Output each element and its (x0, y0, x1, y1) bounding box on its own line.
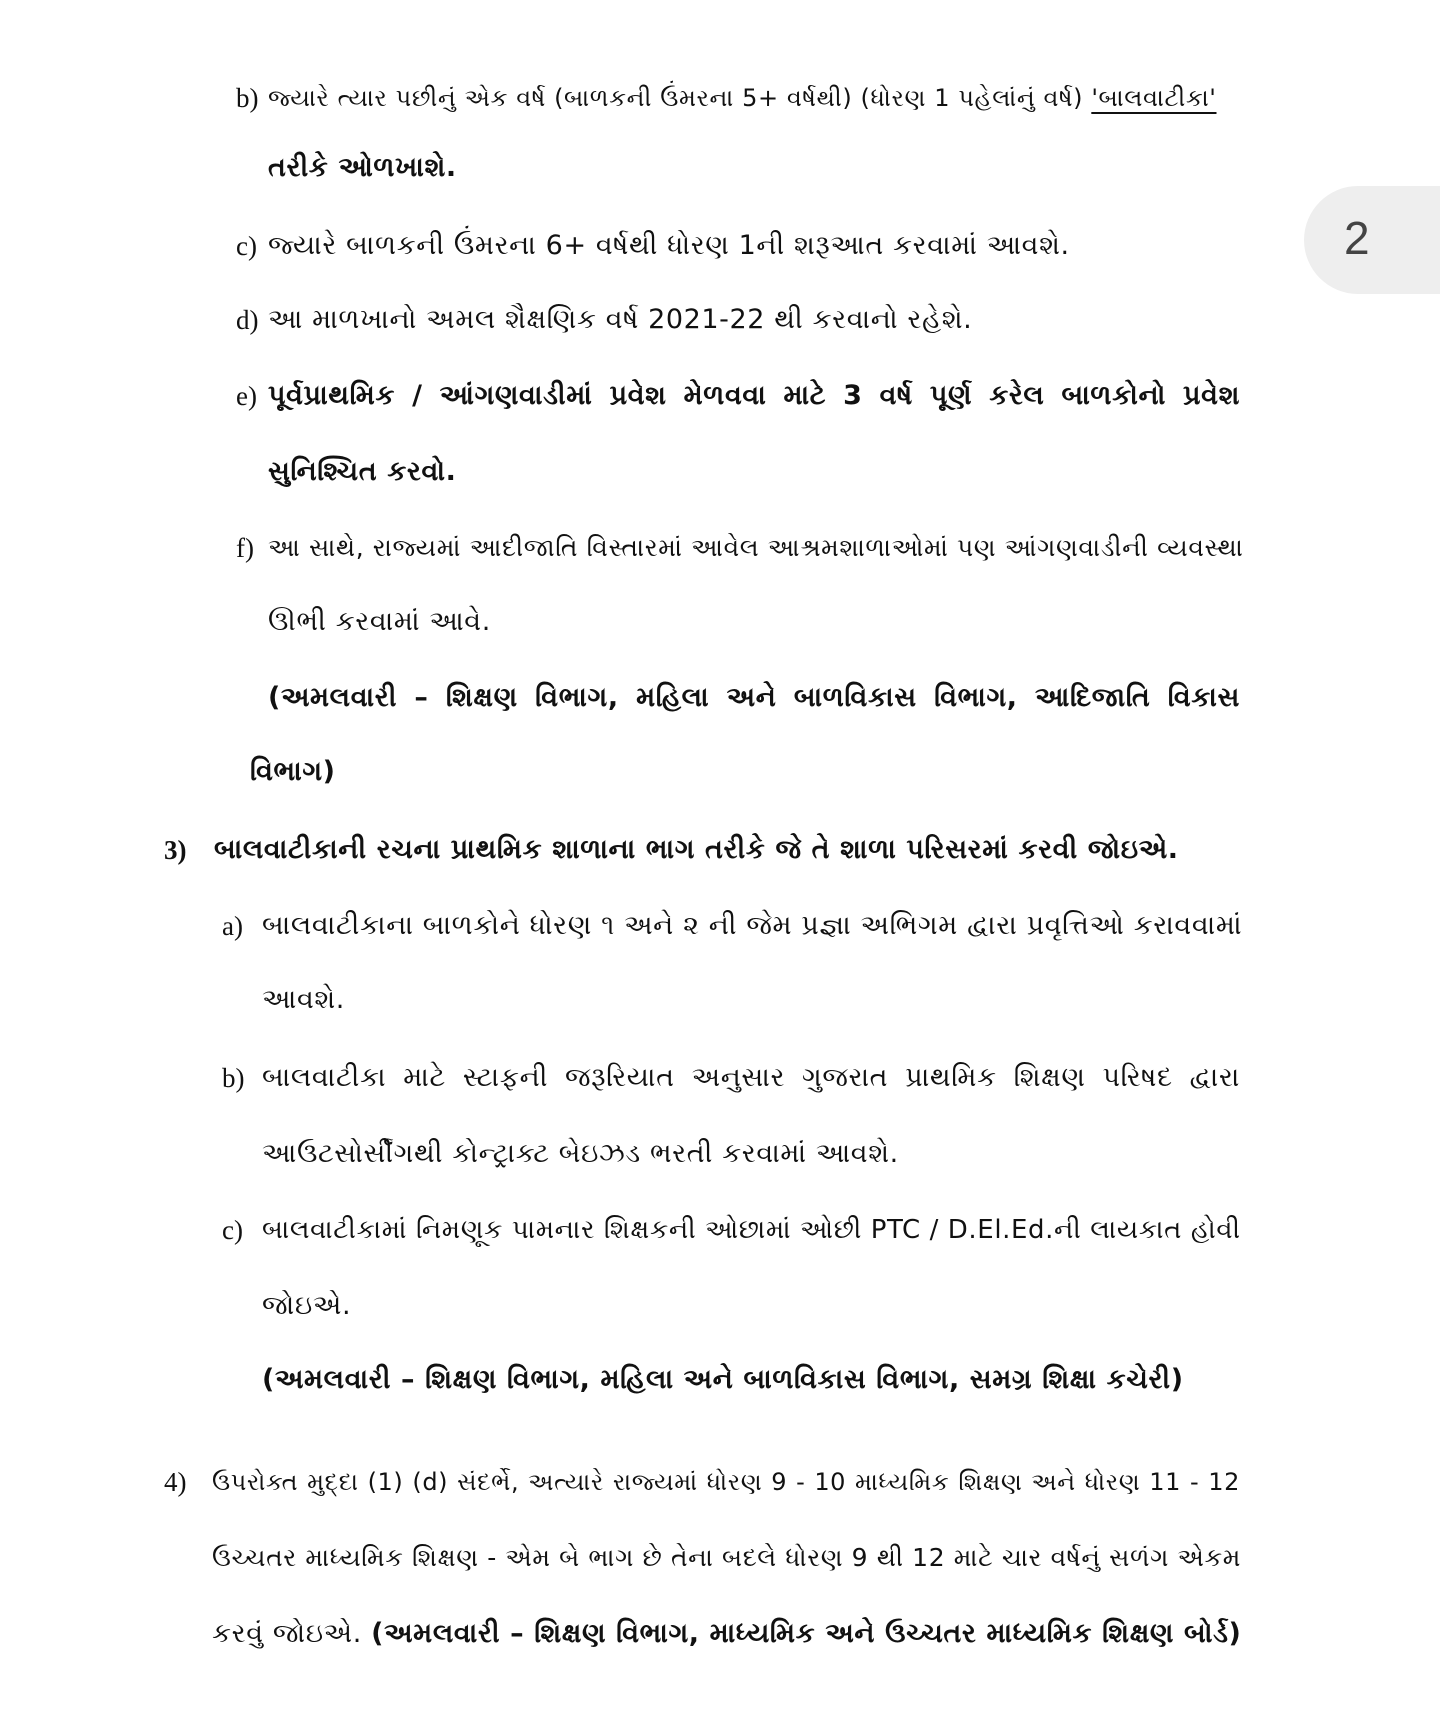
item-c-marker: c) (236, 231, 257, 261)
item-f-line-2: ઊભી કરવામાં આવે. (268, 606, 491, 637)
item-e-marker: e) (236, 381, 257, 411)
item-e-line-1: પૂર્વપ્રાથમિક / આંગણવાડીમાં પ્રવેશ મેળવવા માટે 3 વર્ષ પૂર્ણ કરેલ બાળકોનો પ્રવેશ (268, 380, 1240, 411)
item-c-line-1: જ્યારે બાળકની ઉંમરના 6+ વર્ષથી ધોરણ 1ની શરૂઆત કરવામાં આવશે. (268, 230, 1070, 261)
item-f-line-1: આ સાથે, રાજ્યમાં આદીજાતિ વિસ્તારમાં આવેલ આશ્રમશાળાઓમાં પણ આંગણવાડીની વ્યવસ્થા (268, 533, 1244, 562)
point-3c-line-2: જોઇએ. (262, 1290, 352, 1321)
item-d-marker: d) (236, 305, 259, 335)
implementation-note-4: (અમલવારી – શિક્ષણ વિભાગ, માધ્યમિક અને ઉચ્ચતર માધ્યમિક શિક્ષણ બોર્ડ) (371, 1618, 1242, 1649)
point-4-line-2: ઉચ્ચતર માધ્યમિક શિક્ષણ - એમ બે ભાગ છે તેના બદલે ધોરણ 9 થી 12 માટે ચાર વર્ષનું સળંગ એકમ (212, 1543, 1241, 1572)
item-d-line-1: આ માળખાનો અમલ શૈક્ષણિક વર્ષ 2021-22 થી કરવાનો રહેશે. (268, 304, 973, 335)
implementation-note-3: (અમલવારી – શિક્ષણ વિભાગ, મહિલા અને બાળવિકાસ વિભાગ, સમગ્ર શિક્ષા કચેરી) (262, 1364, 1184, 1395)
item-b-marker: b) (236, 83, 259, 113)
balvatika-term: 'બાલવાટીકા' (1091, 84, 1217, 112)
point-3b-line-2: આઉટસોર્સીંગથી કોન્ટ્રાક્ટ બેઇઝડ ભરતી કરવામાં આવશે. (262, 1138, 899, 1169)
point-4-marker: 4) (164, 1467, 187, 1497)
point-4-line-3-text: કરવું જોઇએ. (212, 1618, 362, 1649)
page-number: 2 (1344, 212, 1370, 264)
point-3b-marker: b) (222, 1063, 245, 1093)
item-b-line-1 (268, 78, 1240, 118)
item-b-text: જ્યારે ત્યાર પછીનું એક વર્ષ (બાળકની ઉંમરના 5+ વર્ષથી) (ધોરણ 1 પહેલાંનું વર્ષ) (268, 84, 1084, 112)
point-3a-line-1: બાલવાટીકાના બાળકોને ધોરણ ૧ અને ૨ ની જેમ પ્રજ્ઞા અભિગમ દ્વારા પ્રવૃત્તિઓ કરાવવામાં (262, 910, 1243, 941)
point-3c-line-1: બાલવાટીકામાં નિમણૂક પામનાર શિક્ષકની ઓછામાં ઓછી PTC / D.El.Ed.ની લાયકાત હોવી (262, 1215, 1241, 1245)
point-3-line-1: બાલવાટીકાની રચના પ્રાથમિક શાળાના ભાગ તરીકે જે તે શાળા પરિસરમાં કરવી જોઇએ. (214, 834, 1179, 865)
point-4-line-1: ઉપરોક્ત મુદ્દા (1) (d) સંદર્ભે, અત્યારે રાજ્યમાં ધોરણ 9 - 10 માધ્યમિક શિક્ષણ અને ધોરણ 11 - 12 (212, 1468, 1240, 1496)
point-4-line-3 (212, 1614, 1241, 1654)
page-number-badge (1304, 186, 1440, 294)
point-3b-line-1: બાલવાટીકા માટે સ્ટાફની જરૂરિયાત અનુસાર ગુજરાત પ્રાથમિક શિક્ષણ પરિષદ દ્વારા (262, 1062, 1240, 1093)
point-3-marker: 3) (164, 835, 187, 865)
item-e-line-2: સુનિશ્ચિત કરવો. (268, 456, 457, 487)
implementation-note-1-line-2: વિભાગ) (250, 756, 336, 787)
point-3c-marker: c) (222, 1215, 243, 1245)
point-3a-marker: a) (222, 911, 243, 941)
implementation-note-1-line-1: (અમલવારી – શિક્ષણ વિભાગ, મહિલા અને બાળવિકાસ વિભાગ, આદિજાતિ વિકાસ (268, 682, 1240, 713)
item-b-line-2: તરીકે ઓળખાશે. (268, 152, 457, 183)
point-3a-line-2: આવશે. (262, 984, 345, 1015)
item-f-marker: f) (236, 533, 254, 563)
